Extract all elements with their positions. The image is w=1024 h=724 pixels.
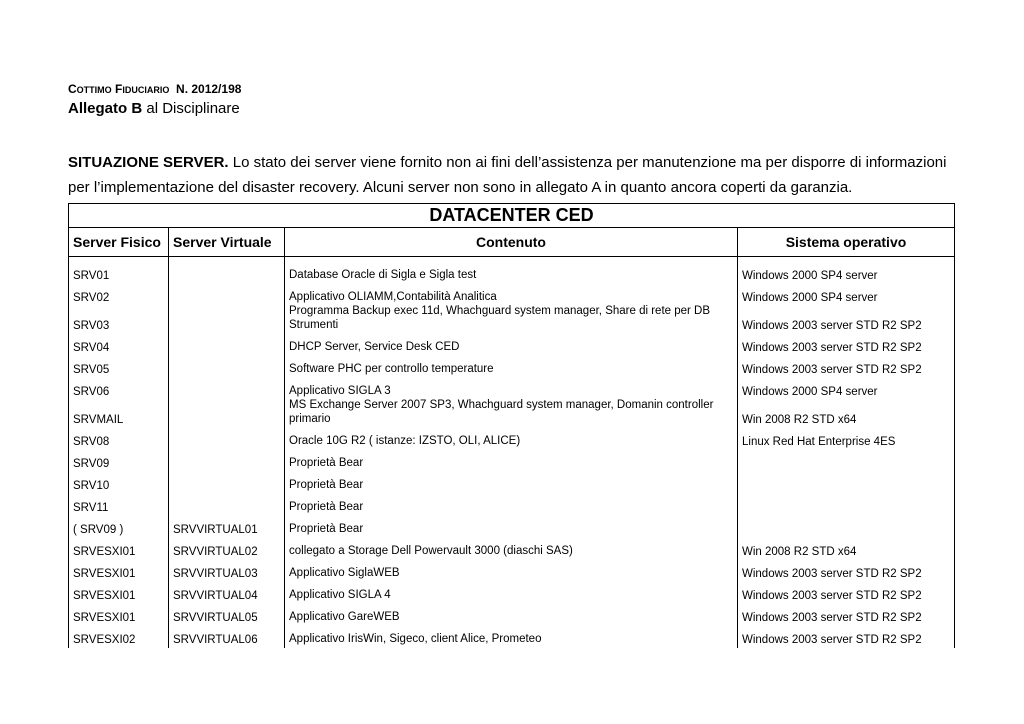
cell-contenuto [285, 356, 737, 378]
cell-server-fisico [68, 582, 169, 604]
cell-server-fisico [68, 626, 169, 648]
cell-server-fisico [68, 284, 169, 306]
allegato-label: Allegato B [68, 100, 143, 117]
table-row [68, 626, 955, 648]
cell-server-virtuale [169, 284, 285, 306]
cell-contenuto-text: Oracle 10G R2 ( istanze: IZSTO, OLI, ALICE) [289, 435, 521, 447]
cell-contenuto-text: MS Exchange Server 2007 SP3, Whachguard system manager, Domanin controller primario [289, 399, 714, 425]
allegato-suffix: al Disciplinare [142, 100, 240, 117]
cell-server-fisico-text: SRV03 [73, 320, 110, 332]
cell-contenuto [285, 538, 737, 560]
table-row [68, 334, 955, 356]
cell-server-virtuale [169, 306, 285, 334]
table-row [68, 604, 955, 626]
cell-sistema-operativo [737, 306, 955, 334]
cell-contenuto-text: Applicativo IrisWin, Sigeco, client Alice, Prometeo [289, 633, 542, 645]
cell-server-virtuale-text: SRVVIRTUAL06 [173, 634, 258, 646]
cell-sistema-operativo-text: Windows 2003 server STD R2 SP2 [742, 364, 922, 376]
cell-server-fisico [68, 450, 169, 472]
cell-contenuto [285, 334, 737, 356]
cell-contenuto-text: Proprietà Bear [289, 501, 364, 513]
cell-contenuto [285, 428, 737, 450]
cell-server-virtuale-text: SRVVIRTUAL02 [173, 546, 258, 558]
cell-server-fisico-text: SRV09 [73, 458, 110, 470]
cell-contenuto [285, 604, 737, 626]
cell-sistema-operativo-text: Windows 2003 server STD R2 SP2 [742, 612, 922, 624]
cell-sistema-operativo-text: Windows 2000 SP4 server [742, 270, 878, 282]
cell-contenuto [285, 378, 737, 400]
cell-contenuto [285, 284, 737, 306]
table-row [68, 262, 955, 284]
cell-sistema-operativo [737, 626, 955, 648]
cell-contenuto-text: Database Oracle di Sigla e Sigla test [289, 269, 477, 281]
allegato-line [68, 100, 240, 117]
cell-server-virtuale [169, 560, 285, 582]
cell-contenuto-text: Proprietà Bear [289, 523, 364, 535]
cell-server-fisico-text: SRV05 [73, 364, 110, 376]
table-row [68, 284, 955, 306]
cell-sistema-operativo [737, 560, 955, 582]
cell-sistema-operativo [737, 494, 955, 516]
cell-contenuto-text: collegato a Storage Dell Powervault 3000 (diaschi SAS) [289, 545, 573, 557]
cell-sistema-operativo-text: Windows 2003 server STD R2 SP2 [742, 568, 922, 580]
cell-server-fisico [68, 428, 169, 450]
cell-contenuto-text: Applicativo SIGLA 4 [289, 589, 391, 601]
cell-server-fisico [68, 306, 169, 334]
cell-server-fisico-text: SRVESXI01 [73, 590, 136, 602]
cell-server-fisico [68, 538, 169, 560]
cell-sistema-operativo-text: Windows 2003 server STD R2 SP2 [742, 590, 922, 602]
table-row [68, 516, 955, 538]
cell-server-virtuale-text: SRVVIRTUAL01 [173, 524, 258, 536]
cell-server-fisico-text: SRV06 [73, 386, 110, 398]
cell-server-fisico-text: ( SRV09 ) [73, 524, 124, 536]
cell-contenuto-text: Proprietà Bear [289, 479, 364, 491]
fiduciario-rest: IDUCIARIO [122, 85, 170, 95]
cell-sistema-operativo [737, 604, 955, 626]
table-row [68, 378, 955, 400]
cell-server-virtuale-text: SRVVIRTUAL04 [173, 590, 258, 602]
cell-server-virtuale [169, 604, 285, 626]
cell-server-fisico-text: SRVESXI01 [73, 568, 136, 580]
cell-sistema-operativo-text: Linux Red Hat Enterprise 4ES [742, 436, 896, 448]
cell-server-virtuale [169, 428, 285, 450]
table-row [68, 494, 955, 516]
cell-server-fisico-text: SRV01 [73, 270, 110, 282]
cell-server-fisico [68, 334, 169, 356]
cell-sistema-operativo [737, 284, 955, 306]
cell-sistema-operativo-text: Win 2008 R2 STD x64 [742, 414, 857, 426]
cell-server-fisico [68, 516, 169, 538]
fiduciario-initial: F [115, 82, 123, 96]
cell-sistema-operativo-text: Windows 2003 server STD R2 SP2 [742, 634, 922, 646]
cell-server-virtuale [169, 400, 285, 428]
table-row [68, 306, 955, 334]
cell-contenuto-text: Proprietà Bear [289, 457, 364, 469]
table-row [68, 400, 955, 428]
cell-server-fisico [68, 356, 169, 378]
cell-contenuto [285, 582, 737, 604]
cell-contenuto [285, 560, 737, 582]
cell-server-virtuale [169, 516, 285, 538]
cell-server-fisico-text: SRVMAIL [73, 414, 124, 426]
cell-contenuto-text: Applicativo GareWEB [289, 611, 400, 623]
cell-server-fisico-text: SRV08 [73, 436, 110, 448]
cell-server-virtuale [169, 582, 285, 604]
cell-server-fisico [68, 400, 169, 428]
document-number: N. 2012/198 [176, 82, 242, 96]
cell-sistema-operativo [737, 262, 955, 284]
cell-contenuto-text: DHCP Server, Service Desk CED [289, 341, 460, 353]
column-header-server-virtuale: Server Virtuale [169, 228, 285, 256]
cell-contenuto [285, 494, 737, 516]
table-row [68, 428, 955, 450]
document-reference [68, 82, 241, 96]
cell-server-fisico [68, 604, 169, 626]
cell-contenuto [285, 262, 737, 284]
table-row [68, 538, 955, 560]
cell-sistema-operativo [737, 400, 955, 428]
cell-server-fisico-text: SRVESXI01 [73, 546, 136, 558]
cell-server-fisico [68, 560, 169, 582]
cell-contenuto-text: Applicativo SIGLA 3 [289, 385, 391, 397]
cell-sistema-operativo [737, 516, 955, 538]
table-body [68, 262, 955, 648]
cell-contenuto [285, 450, 737, 472]
column-header-server-fisico: Server Fisico [68, 228, 169, 256]
cell-contenuto [285, 516, 737, 538]
cell-contenuto-text: Programma Backup exec 11d, Whachguard system manager, Share di rete per DB Strumenti [289, 305, 711, 331]
cell-sistema-operativo [737, 334, 955, 356]
table-row [68, 560, 955, 582]
cell-server-virtuale-text: SRVVIRTUAL05 [173, 612, 258, 624]
cell-server-fisico-text: SRV04 [73, 342, 110, 354]
cell-contenuto [285, 400, 737, 428]
cell-contenuto-text: Software PHC per controllo temperature [289, 363, 494, 375]
cell-server-virtuale [169, 494, 285, 516]
cell-contenuto [285, 472, 737, 494]
cell-sistema-operativo-text: Windows 2000 SP4 server [742, 292, 878, 304]
column-header-sistema-operativo: Sistema operativo [737, 228, 955, 256]
cell-sistema-operativo [737, 538, 955, 560]
cell-server-fisico-text: SRVESXI01 [73, 612, 136, 624]
datacenter-table [68, 203, 955, 648]
cell-sistema-operativo-text: Windows 2003 server STD R2 SP2 [742, 342, 922, 354]
table-row [68, 356, 955, 378]
cell-server-virtuale [169, 356, 285, 378]
cell-server-fisico [68, 378, 169, 400]
cell-server-fisico [68, 472, 169, 494]
cottimo-rest: OTTIMO [76, 85, 112, 95]
table-row [68, 450, 955, 472]
cell-server-virtuale [169, 538, 285, 560]
table-row [68, 582, 955, 604]
cell-sistema-operativo [737, 472, 955, 494]
cell-server-fisico-text: SRVESXI02 [73, 634, 136, 646]
table-title: DATACENTER CED [68, 203, 955, 227]
cell-server-fisico [68, 494, 169, 516]
cell-contenuto-text: Applicativo OLIAMM,Contabilità Analitica [289, 291, 497, 303]
cell-server-fisico [68, 262, 169, 284]
cell-server-virtuale [169, 334, 285, 356]
cell-server-virtuale [169, 262, 285, 284]
cell-sistema-operativo [737, 378, 955, 400]
cell-server-fisico-text: SRV02 [73, 292, 110, 304]
cell-sistema-operativo [737, 428, 955, 450]
intro-paragraph [68, 150, 948, 200]
cell-sistema-operativo [737, 582, 955, 604]
intro-heading: SITUAZIONE SERVER. [68, 154, 229, 171]
cell-sistema-operativo [737, 356, 955, 378]
intro-text: Lo stato dei server viene fornito non ai fini dell’assistenza per manutenzione ma per disporre di informazioni per l’implementazione del disaster recovery. Alcuni server non sono in allegato A in quanto ancora coperti da garanzia. [68, 154, 947, 196]
cell-server-fisico-text: SRV10 [73, 480, 110, 492]
cell-contenuto [285, 306, 737, 334]
cell-sistema-operativo [737, 450, 955, 472]
cell-server-virtuale-text: SRVVIRTUAL03 [173, 568, 258, 580]
column-header-contenuto: Contenuto [476, 234, 546, 250]
cell-contenuto-text: Applicativo SiglaWEB [289, 567, 400, 579]
cell-sistema-operativo-text: Win 2008 R2 STD x64 [742, 546, 857, 558]
cell-sistema-operativo-text: Windows 2000 SP4 server [742, 386, 878, 398]
cell-sistema-operativo-text: Windows 2003 server STD R2 SP2 [742, 320, 922, 332]
cottimo-initial: C [68, 82, 77, 96]
cell-server-virtuale [169, 450, 285, 472]
cell-server-virtuale [169, 472, 285, 494]
cell-contenuto [285, 626, 737, 648]
cell-server-virtuale [169, 626, 285, 648]
table-row [68, 472, 955, 494]
cell-server-virtuale [169, 378, 285, 400]
table-header-row [68, 227, 955, 257]
cell-server-fisico-text: SRV11 [73, 502, 109, 514]
